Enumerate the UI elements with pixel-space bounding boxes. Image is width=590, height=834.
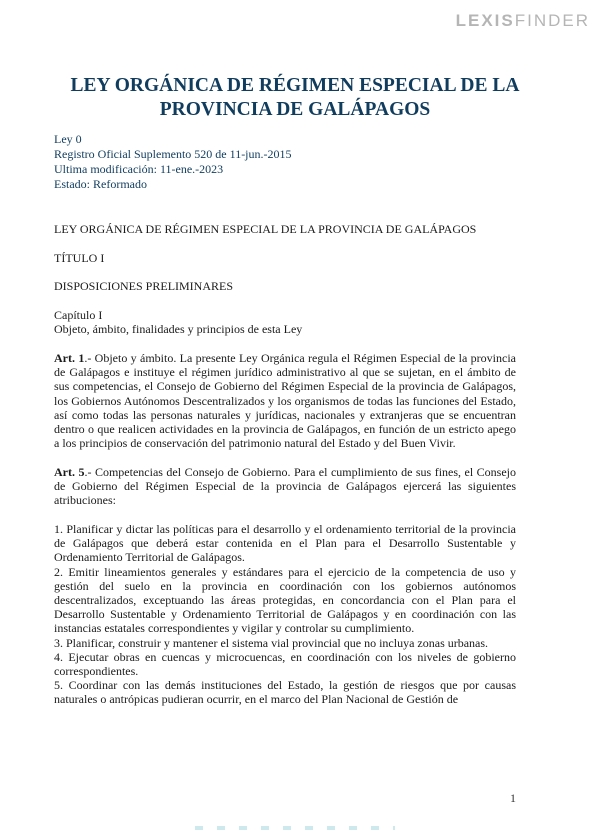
logo-part-lexis: LEXIS [455,11,515,30]
list-item: 3. Planificar, construir y mantener el sistema vial provincial que no incluya zonas urbanas. [54,635,489,650]
lexisfinder-logo [456,11,590,31]
list-item: 5. Coordinar con las demás instituciones del Estado, la gestión de riesgos que por causas naturales o antrópicas pudieran ocurrir, en el marco del Plan Nacional de Gestión de [54,678,516,707]
capitulo-subtitle: Objeto, ámbito, finalidades y principios de esta Ley [54,322,303,337]
law-heading: LEY ORGÁNICA DE RÉGIMEN ESPECIAL DE LA PROVINCIA DE GALÁPAGOS [54,222,477,236]
title-line-2: PROVINCIA DE GALÁPAGOS [159,99,431,120]
page-number: 1 [510,791,516,805]
capitulo-heading: Capítulo I [54,308,103,323]
meta-registro: Registro Oficial Suplemento 520 de 11-jun.-2015 [54,147,292,161]
meta-estado: Estado: Reformado [54,177,147,191]
meta-ley: Ley 0 [54,132,82,146]
meta-modificacion: Ultima modificación: 11-ene.-2023 [54,162,224,176]
capitulo-block [54,308,516,336]
titulo-heading: TÍTULO I [54,250,105,265]
list-item: 2. Emitir lineamientos generales y estándares para el ejercicio de la competencia de uso y gestión del suelo en la provincia en coordinación con los gobiernos autónomos descentralizados, exceptuando las áreas protegidas, en concordancia con el Plan para el Desarrollo Sustentable y Ordenamiento Territorial de Galápagos y en coordinación con las instancias estatales correspondientes y vigilar y controlar su cumplimiento. [54,564,516,636]
article-1-label: Art. 1 [54,351,85,366]
title-line-1: LEY ORGÁNICA DE RÉGIMEN ESPECIAL DE LA [70,75,520,96]
document-metadata [54,132,292,192]
article-1 [54,351,516,450]
disposiciones-heading: DISPOSICIONES PRELIMINARES [54,279,234,294]
faded-footer-mark [195,826,395,830]
document-title [40,74,550,122]
list-item: 1. Planificar y dictar las políticas para el desarrollo y el ordenamiento territorial de la provincia de Galápagos que deberá estar contenida en el Plan para el Desarrollo Sustentable y Ordenamiento Territorial de Galápagos. [54,522,516,565]
document-body [54,222,516,707]
article-5-text: .- Competencias del Consejo de Gobierno. Para el cumplimiento de sus fines, el Consejo de Gobierno del Régimen Especial de la provincia de Galápagos ejercerá las siguientes atribuciones: [54,464,516,508]
article-1-text: .- Objeto y ámbito. La presente Ley Orgánica regula el Régimen Especial de la provincia de Galápagos e instituye el régimen jurídico administrativo al que se sujetan, en el ámbito de sus competencias, el Consejo de Gobierno del Régimen Especial de la provincia de Galápagos, los Gobiernos Autónomos Descentralizados y los organismos de todas las funciones del Estado, así como todas las personas naturales y jurídicas, nacionales y extranjeras que se encuentran dentro o que realicen actividades en la provincia de Galápagos, en función de un estricto apego a los principios de conservación del patrimonio natural del Estado y del Buen Vivir. [54,351,516,451]
article-5-label: Art. 5 [54,464,85,479]
logo-part-finder: FINDER [514,11,590,30]
article-5 [54,465,516,508]
list-item: 4. Ejecutar obras en cuencas y microcuencas, en coordinación con los niveles de gobierno correspondientes. [54,649,516,679]
article-5-list [54,522,516,707]
